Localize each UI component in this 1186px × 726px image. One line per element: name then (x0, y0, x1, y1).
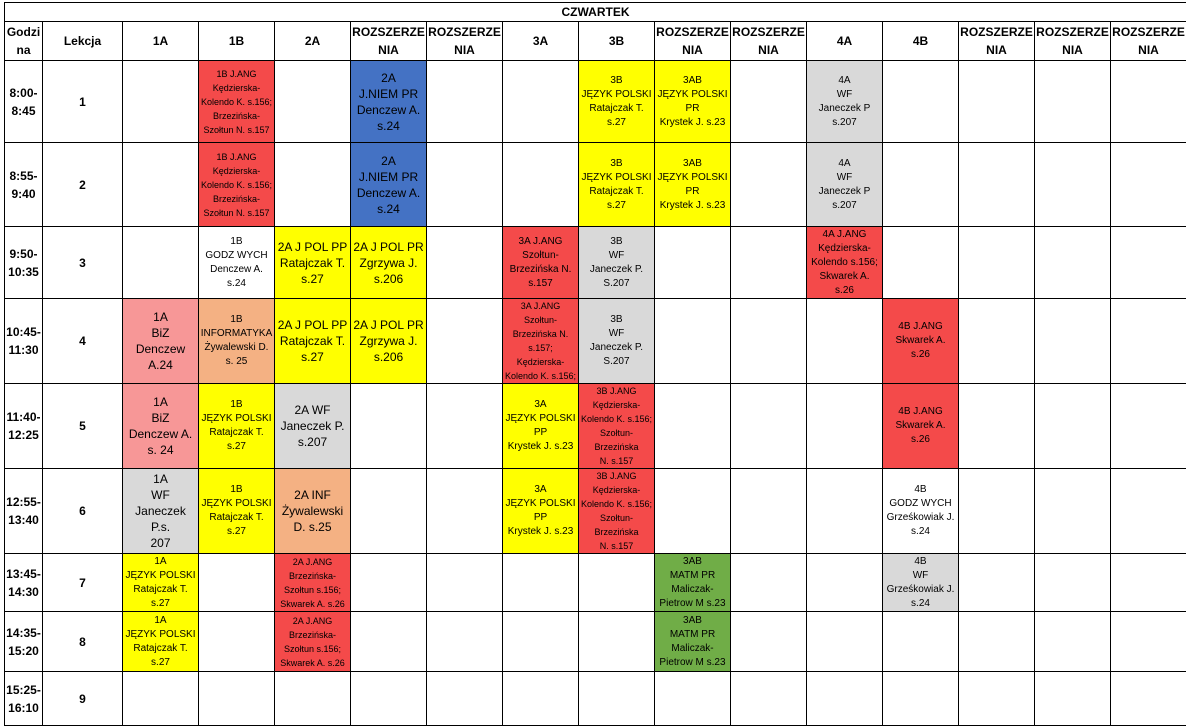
column-header-label: 4B (884, 32, 957, 50)
lesson-number: 4 (43, 299, 123, 384)
lesson-cell-c4b[interactable] (883, 143, 959, 227)
lesson-cell-text: 2A J.ANG Brzezińska- Szołtun s.156; Skwarek A. s.26 (276, 614, 349, 670)
lesson-cell-c3b[interactable] (579, 554, 655, 612)
lesson-time (5, 299, 43, 384)
column-header-label: 1B (200, 32, 273, 50)
lesson-row (5, 143, 1186, 227)
lesson-cell-r7[interactable] (1111, 554, 1186, 612)
lesson-cell-text: 2A J POL PR Zgrzywa J. s.206 (352, 317, 425, 365)
lesson-cell-text: 1B JĘZYK POLSKI Ratajczak T. s.27 (200, 398, 273, 454)
lesson-cell-r5[interactable] (959, 143, 1035, 227)
lesson-time-label: 8:00- 8:45 (6, 84, 41, 120)
lesson-time-label: 10:45- 11:30 (6, 323, 41, 359)
column-header-lekcja (43, 22, 123, 61)
column-header-c1a (123, 22, 199, 61)
lesson-cell-c1b[interactable] (199, 554, 275, 612)
lesson-cell-r1[interactable] (351, 554, 427, 612)
lesson-cell-r1[interactable] (351, 61, 427, 143)
lesson-cell-c3b[interactable] (579, 61, 655, 143)
lesson-cell-r3[interactable] (655, 227, 731, 299)
lesson-cell-r6[interactable] (1035, 554, 1111, 612)
lesson-cell-c1a[interactable] (123, 554, 199, 612)
lesson-cell-text: 3B J.ANG Kędzierska- Kolendo K. s.156; Szołtun-Brzezińska N. s.157 (580, 384, 653, 468)
lesson-cell-r6[interactable] (1035, 672, 1111, 726)
lesson-cell-text: 3B WF Janeczek P. S.207 (580, 235, 653, 291)
lesson-cell-c1a[interactable] (123, 227, 199, 299)
lesson-cell-c3a[interactable] (503, 384, 579, 469)
lesson-cell-c4b[interactable] (883, 612, 959, 672)
lesson-number: 7 (43, 554, 123, 612)
header-row (5, 22, 1186, 61)
lesson-cell-text: 4B J.ANG Skwarek A. s.26 (884, 405, 957, 447)
lesson-cell-r1[interactable] (351, 612, 427, 672)
lesson-time-label: 11:40- 12:25 (6, 408, 41, 444)
column-header-r7 (1111, 22, 1186, 61)
lesson-row (5, 469, 1186, 554)
lesson-number: 1 (43, 61, 123, 143)
lesson-row (5, 384, 1186, 469)
lesson-cell-r2[interactable] (427, 384, 503, 469)
lesson-cell-c3a[interactable] (503, 612, 579, 672)
lesson-cell-c3a[interactable] (503, 554, 579, 612)
schedule-container (4, 2, 1186, 726)
lesson-time-label: 8:55- 9:40 (6, 167, 41, 203)
lesson-cell-text: 1B INFORMATYKA Żywalewski D. s. 25 (200, 313, 273, 369)
lesson-cell-text: 1B J.ANG Kędzierska- Kolendo K. s.156; Brzezińska- Szołtun N. s.157 (200, 150, 273, 220)
column-header-r6 (1035, 22, 1111, 61)
lesson-cell-r2[interactable] (427, 612, 503, 672)
column-header-label: ROZSZERZE NIA (1036, 23, 1109, 59)
lesson-cell-text: 2A J POL PR Zgrzywa J. s.206 (352, 239, 425, 287)
lesson-time (5, 143, 43, 227)
lesson-cell-c3a[interactable] (503, 672, 579, 726)
lesson-cell-c4a[interactable] (807, 672, 883, 726)
lesson-time (5, 554, 43, 612)
lesson-cell-c3a[interactable] (503, 299, 579, 384)
lesson-cell-c3b[interactable] (579, 672, 655, 726)
lesson-cell-c1a[interactable] (123, 61, 199, 143)
lesson-cell-c3b[interactable] (579, 384, 655, 469)
lesson-cell-r2[interactable] (427, 143, 503, 227)
lesson-cell-r4[interactable] (731, 384, 807, 469)
lesson-cell-c4b[interactable] (883, 672, 959, 726)
lesson-cell-c1b[interactable] (199, 672, 275, 726)
lesson-cell-r7[interactable] (1111, 384, 1186, 469)
lesson-cell-text: 1B J.ANG Kędzierska- Kolendo K. s.156; Brzezińska- Szołtun N. s.157 (200, 67, 273, 137)
lesson-cell-r3[interactable] (655, 61, 731, 143)
lesson-time-label: 9:50- 10:35 (6, 245, 41, 281)
lesson-cell-r6[interactable] (1035, 612, 1111, 672)
lesson-time-label: 13:45- 14:30 (6, 565, 41, 601)
lesson-cell-c2a[interactable] (275, 227, 351, 299)
lesson-number: 9 (43, 672, 123, 726)
lesson-cell-text: 2A J POL PP Ratajczak T. s.27 (276, 239, 349, 287)
lesson-time-label: 15:25- 16:10 (6, 681, 41, 717)
day-title: CZWARTEK (5, 3, 1186, 22)
lesson-row (5, 672, 1186, 726)
lesson-cell-text: 2A J.NIEM PR Denczew A. s.24 (352, 70, 425, 134)
lesson-cell-r7[interactable] (1111, 299, 1186, 384)
lesson-row (5, 554, 1186, 612)
lesson-cell-text: 3B J.ANG Kędzierska- Kolendo K. s.156; Szołtun-Brzezińska N. s.157 (580, 469, 653, 553)
lesson-cell-text: 1A BiZ Denczew A.24 (124, 309, 197, 373)
lesson-cell-text: 1A WF Janeczek P.s. 207 (124, 471, 197, 551)
column-header-c3a (503, 22, 579, 61)
lesson-cell-c3b[interactable] (579, 469, 655, 554)
lesson-cell-r7[interactable] (1111, 672, 1186, 726)
lesson-cell-text: 3A JĘZYK POLSKI PP Krystek J. s.23 (504, 398, 577, 454)
column-header-label: ROZSZERZE NIA (960, 23, 1033, 59)
lesson-time (5, 469, 43, 554)
lesson-cell-text: 1B GODZ WYCH Denczew A. s.24 (200, 235, 273, 291)
timetable-body (5, 61, 1186, 726)
lesson-cell-c2a[interactable] (275, 384, 351, 469)
lesson-cell-r4[interactable] (731, 227, 807, 299)
lesson-cell-c3a[interactable] (503, 143, 579, 227)
lesson-cell-text: 3B JĘZYK POLSKI Ratajczak T. s.27 (580, 157, 653, 213)
lesson-cell-r4[interactable] (731, 672, 807, 726)
lesson-cell-text: 4A WF Janeczek P s.207 (808, 157, 881, 213)
lesson-time (5, 672, 43, 726)
lesson-cell-r6[interactable] (1035, 143, 1111, 227)
lesson-cell-r3[interactable] (655, 554, 731, 612)
lesson-cell-text: 3A J.ANG Szołtun- Brzezińska N. s.157; Kędzierska- Kolendo K. s.156; (504, 299, 577, 383)
lesson-cell-r6[interactable] (1035, 61, 1111, 143)
lesson-cell-r5[interactable] (959, 299, 1035, 384)
lesson-row (5, 612, 1186, 672)
lesson-cell-c2a[interactable] (275, 672, 351, 726)
lesson-cell-r4[interactable] (731, 612, 807, 672)
lesson-cell-r5[interactable] (959, 227, 1035, 299)
lesson-cell-r6[interactable] (1035, 299, 1111, 384)
lesson-number: 6 (43, 469, 123, 554)
lesson-cell-text: 1A BiZ Denczew A. s. 24 (124, 394, 197, 458)
column-header-godzina (5, 22, 43, 61)
lesson-time (5, 384, 43, 469)
lesson-cell-c3b[interactable] (579, 227, 655, 299)
lesson-cell-r6[interactable] (1035, 469, 1111, 554)
lesson-cell-c4a[interactable] (807, 612, 883, 672)
lesson-cell-r3[interactable] (655, 469, 731, 554)
lesson-cell-c1a[interactable] (123, 672, 199, 726)
lesson-cell-c4b[interactable] (883, 384, 959, 469)
lesson-cell-r2[interactable] (427, 672, 503, 726)
lesson-cell-c4b[interactable] (883, 469, 959, 554)
lesson-cell-text: 3B WF Janeczek P. S.207 (580, 313, 653, 369)
lesson-cell-r7[interactable] (1111, 227, 1186, 299)
lesson-cell-c4b[interactable] (883, 554, 959, 612)
lesson-cell-c3a[interactable] (503, 469, 579, 554)
lesson-number: 8 (43, 612, 123, 672)
lesson-cell-text: 3AB MATM PR Maliczak- Pietrow M s.23 (656, 555, 729, 611)
lesson-cell-c2a[interactable] (275, 554, 351, 612)
lesson-cell-c4a[interactable] (807, 554, 883, 612)
lesson-cell-r2[interactable] (427, 61, 503, 143)
lesson-cell-text: 1A JĘZYK POLSKI Ratajczak T. s.27 (124, 555, 197, 611)
lesson-cell-text: 2A J.NIEM PR Denczew A. s.24 (352, 153, 425, 217)
column-header-c3b (579, 22, 655, 61)
lesson-cell-r7[interactable] (1111, 612, 1186, 672)
lesson-cell-c3b[interactable] (579, 612, 655, 672)
column-header-label: 3B (580, 32, 653, 50)
lesson-cell-r2[interactable] (427, 299, 503, 384)
column-header-label: ROZSZERZE NIA (428, 23, 501, 59)
column-header-r3 (655, 22, 731, 61)
lesson-cell-r5[interactable] (959, 61, 1035, 143)
lesson-cell-text: 4A WF Janeczek P s.207 (808, 74, 881, 130)
column-header-label: Godzi na (6, 23, 41, 59)
lesson-cell-c1b[interactable] (199, 469, 275, 554)
lesson-cell-c1b[interactable] (199, 143, 275, 227)
lesson-cell-c1a[interactable] (123, 469, 199, 554)
lesson-cell-r1[interactable] (351, 299, 427, 384)
lesson-number: 2 (43, 143, 123, 227)
lesson-cell-r3[interactable] (655, 384, 731, 469)
lesson-cell-c1b[interactable] (199, 612, 275, 672)
lesson-cell-c2a[interactable] (275, 469, 351, 554)
lesson-cell-r3[interactable] (655, 299, 731, 384)
lesson-cell-r7[interactable] (1111, 143, 1186, 227)
column-header-label: 4A (808, 32, 881, 50)
lesson-cell-r7[interactable] (1111, 61, 1186, 143)
lesson-cell-text: 3A J.ANG Szołtun- Brzezińska N. s.157 (504, 235, 577, 291)
lesson-cell-text: 2A J POL PP Ratajczak T. s.27 (276, 317, 349, 365)
lesson-row (5, 227, 1186, 299)
lesson-cell-c3b[interactable] (579, 143, 655, 227)
lesson-cell-c4a[interactable] (807, 227, 883, 299)
column-header-label: 3A (504, 32, 577, 50)
lesson-row (5, 299, 1186, 384)
lesson-time-label: 14:35- 15:20 (6, 624, 41, 660)
lesson-cell-c1b[interactable] (199, 299, 275, 384)
lesson-cell-r7[interactable] (1111, 469, 1186, 554)
lesson-cell-r1[interactable] (351, 384, 427, 469)
lesson-cell-c4b[interactable] (883, 299, 959, 384)
lesson-cell-text: 3AB JĘZYK POLSKI PR Krystek J. s.23 (656, 74, 729, 130)
lesson-cell-text: 3B JĘZYK POLSKI Ratajczak T. s.27 (580, 74, 653, 130)
lesson-cell-c3a[interactable] (503, 227, 579, 299)
lesson-cell-c1a[interactable] (123, 384, 199, 469)
lesson-cell-text: 4A J.ANG Kędzierska- Kolendo s.156; Skwarek A. s.26 (808, 228, 881, 298)
column-header-c4a (807, 22, 883, 61)
lesson-cell-r4[interactable] (731, 143, 807, 227)
lesson-cell-r1[interactable] (351, 672, 427, 726)
lesson-cell-r2[interactable] (427, 469, 503, 554)
lesson-cell-r4[interactable] (731, 61, 807, 143)
column-header-label: Lekcja (44, 32, 121, 50)
column-header-r4 (731, 22, 807, 61)
lesson-cell-text: 3AB JĘZYK POLSKI PR Krystek J. s.23 (656, 157, 729, 213)
lesson-time (5, 612, 43, 672)
lesson-cell-r3[interactable] (655, 672, 731, 726)
lesson-cell-text: 2A INF Żywalewski D. s.25 (276, 487, 349, 535)
lesson-cell-c4b[interactable] (883, 61, 959, 143)
lesson-cell-c1b[interactable] (199, 61, 275, 143)
lesson-row (5, 61, 1186, 143)
lesson-cell-r3[interactable] (655, 612, 731, 672)
lesson-cell-r3[interactable] (655, 143, 731, 227)
lesson-cell-r1[interactable] (351, 469, 427, 554)
lesson-cell-c2a[interactable] (275, 299, 351, 384)
lesson-cell-text: 4B GODZ WYCH Grześkowiak J. s.24 (884, 483, 957, 539)
column-header-label: 2A (276, 32, 349, 50)
lesson-cell-c4b[interactable] (883, 227, 959, 299)
lesson-cell-r2[interactable] (427, 554, 503, 612)
column-header-label: ROZSZERZE NIA (732, 23, 805, 59)
lesson-cell-r5[interactable] (959, 554, 1035, 612)
lesson-cell-c4a[interactable] (807, 143, 883, 227)
lesson-cell-r6[interactable] (1035, 227, 1111, 299)
lesson-number: 3 (43, 227, 123, 299)
lesson-cell-r4[interactable] (731, 554, 807, 612)
lesson-cell-c2a[interactable] (275, 61, 351, 143)
column-header-c1b (199, 22, 275, 61)
lesson-cell-text: 4B WF Grześkowiak J. s.24 (884, 555, 957, 611)
lesson-time (5, 61, 43, 143)
column-header-c4b (883, 22, 959, 61)
column-header-label: ROZSZERZE NIA (656, 23, 729, 59)
lesson-cell-r1[interactable] (351, 227, 427, 299)
lesson-cell-r2[interactable] (427, 227, 503, 299)
lesson-cell-c3a[interactable] (503, 61, 579, 143)
lesson-cell-c1b[interactable] (199, 384, 275, 469)
lesson-cell-r5[interactable] (959, 612, 1035, 672)
column-header-r1 (351, 22, 427, 61)
lesson-cell-r4[interactable] (731, 469, 807, 554)
lesson-cell-r5[interactable] (959, 672, 1035, 726)
timetable (4, 2, 1186, 726)
lesson-cell-c1a[interactable] (123, 143, 199, 227)
lesson-cell-r4[interactable] (731, 299, 807, 384)
lesson-cell-text: 1B JĘZYK POLSKI Ratajczak T. s.27 (200, 483, 273, 539)
column-header-label: ROZSZERZE NIA (1112, 23, 1185, 59)
lesson-cell-c2a[interactable] (275, 143, 351, 227)
lesson-cell-text: 2A J.ANG Brzezińska- Szołtun s.156; Skwarek A. s.26 (276, 555, 349, 611)
lesson-cell-text: 3AB MATM PR Maliczak- Pietrow M s.23 (656, 614, 729, 670)
lesson-cell-c4a[interactable] (807, 469, 883, 554)
lesson-cell-c1a[interactable] (123, 299, 199, 384)
lesson-cell-text: 2A WF Janeczek P. s.207 (276, 402, 349, 450)
lesson-cell-c3b[interactable] (579, 299, 655, 384)
lesson-cell-c2a[interactable] (275, 612, 351, 672)
column-header-label: ROZSZERZE NIA (352, 23, 425, 59)
lesson-cell-c4a[interactable] (807, 61, 883, 143)
lesson-time-label: 12:55- 13:40 (6, 493, 41, 529)
lesson-cell-c4a[interactable] (807, 299, 883, 384)
column-header-c2a (275, 22, 351, 61)
lesson-number: 5 (43, 384, 123, 469)
lesson-cell-text: 4B J.ANG Skwarek A. s.26 (884, 320, 957, 362)
column-header-label: 1A (124, 32, 197, 50)
column-header-r5 (959, 22, 1035, 61)
lesson-cell-c1b[interactable] (199, 227, 275, 299)
lesson-cell-text: 3A JĘZYK POLSKI PP Krystek J. s.23 (504, 483, 577, 539)
lesson-cell-r5[interactable] (959, 469, 1035, 554)
lesson-time (5, 227, 43, 299)
lesson-cell-r1[interactable] (351, 143, 427, 227)
lesson-cell-text: 1A JĘZYK POLSKI Ratajczak T. s.27 (124, 614, 197, 670)
lesson-cell-c1a[interactable] (123, 612, 199, 672)
lesson-cell-r5[interactable] (959, 384, 1035, 469)
column-header-r2 (427, 22, 503, 61)
lesson-cell-r6[interactable] (1035, 384, 1111, 469)
lesson-cell-c4a[interactable] (807, 384, 883, 469)
